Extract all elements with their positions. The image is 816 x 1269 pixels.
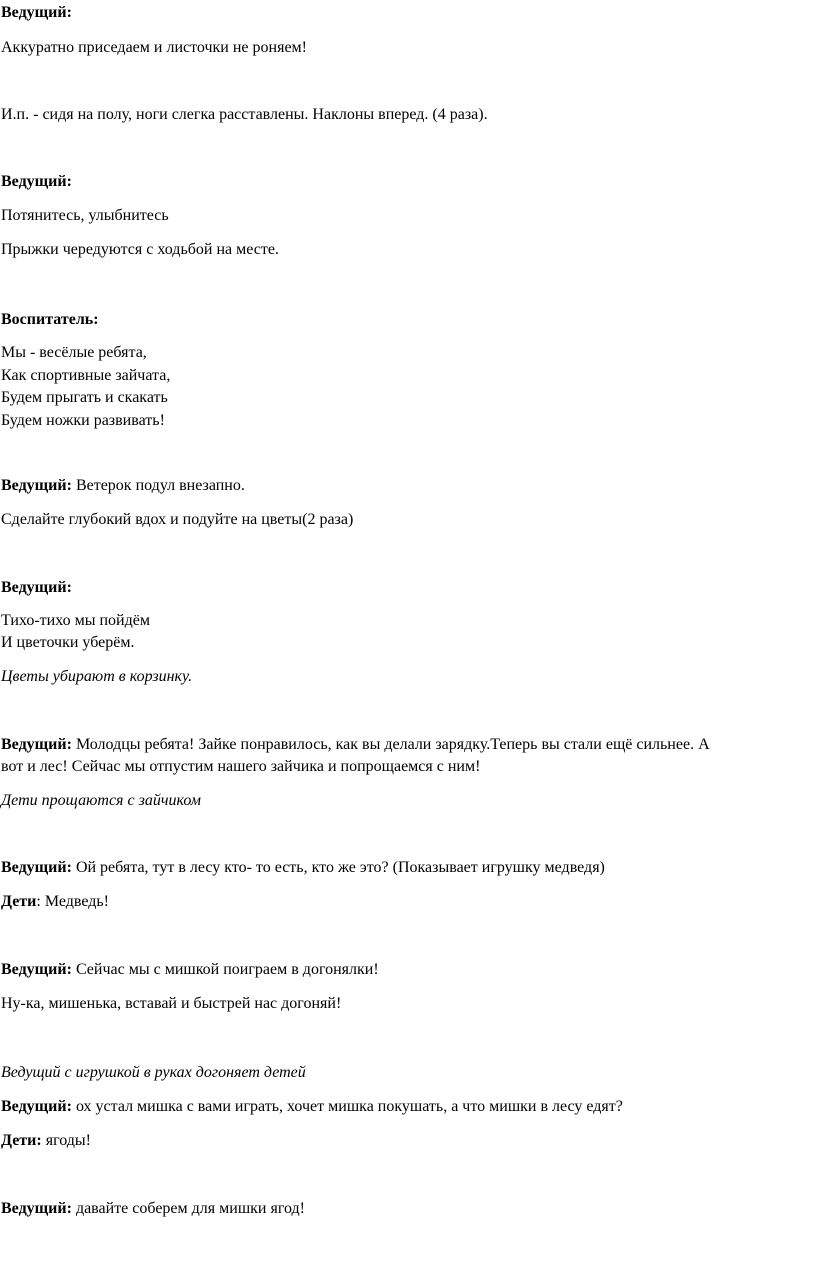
poem-line: Тихо-тихо мы пойдём [1, 612, 150, 629]
paragraph: Потянитесь, улыбнитесь [1, 207, 169, 224]
speaker-label: Ведущий: [1, 1098, 72, 1115]
stage-direction: Цветы убирают в корзинку. [1, 668, 193, 685]
dialogue-text: давайте соберем для мишки ягод! [71, 1200, 305, 1217]
dialogue-text: Молодцы ребята! Зайке понравилось, как вы делали зарядку.Теперь вы стали ещё сильнее. А [71, 736, 710, 753]
dialogue-text: Ветерок подул внезапно. [71, 477, 245, 494]
poem-line: Мы - весёлые ребята, [1, 344, 147, 361]
speaker-label: Ведущий: [1, 477, 72, 494]
dialogue-text: Ой ребята, тут в лесу кто- то есть, кто же это? (Показывает игрушку медведя) [71, 859, 605, 876]
dialogue-text: Сейчас мы с мишкой поиграем в догонялки! [71, 961, 379, 978]
speaker-label: Ведущий: [1, 4, 72, 21]
stage-direction: Дети прощаются с зайчиком [1, 792, 201, 809]
paragraph: Ну-ка, мишенька, вставай и быстрей нас догоняй! [1, 995, 342, 1012]
paragraph: вот и лес! Сейчас мы отпустим нашего зайчика и попрощаемся с ним! [1, 758, 481, 775]
dialogue-line [1, 1097, 623, 1117]
poem-line: Как спортивные зайчата, [1, 367, 171, 384]
poem-line: Будем ножки развивать! [1, 412, 165, 429]
speaker-label: Дети: [1, 1132, 42, 1149]
speaker-label: Воспитатель: [1, 311, 99, 328]
speaker-label: Дети [1, 893, 37, 910]
speaker-label: Ведущий: [1, 173, 72, 190]
poem-line: Будем прыгать и скакать [1, 389, 168, 406]
dialogue-line [1, 1131, 91, 1151]
dialogue-line [1, 858, 605, 878]
speaker-label: Ведущий: [1, 859, 72, 876]
speaker-label: Ведущий: [1, 736, 72, 753]
paragraph: Сделайте глубокий вдох и подуйте на цветы(2 раза) [1, 511, 354, 528]
paragraph: И.п. - сидя на полу, ноги слегка расставлены. Наклоны вперед. (4 раза). [1, 106, 488, 123]
dialogue-line [1, 960, 379, 980]
dialogue-line [1, 1199, 305, 1219]
paragraph: Прыжки чередуются с ходьбой на месте. [1, 241, 279, 258]
dialogue-text: ягоды! [41, 1132, 91, 1149]
poem-line: И цветочки уберём. [1, 634, 135, 651]
speaker-label: Ведущий: [1, 1200, 72, 1217]
dialogue-line [1, 476, 245, 496]
dialogue-text: : Медведь! [36, 893, 109, 910]
paragraph: Аккуратно приседаем и листочки не роняем! [1, 39, 307, 56]
dialogue-text: ох устал мишка с вами играть, хочет мишка покушать, а что мишки в лесу едят? [71, 1098, 623, 1115]
stage-direction: Ведущий с игрушкой в руках догоняет детей [1, 1064, 306, 1081]
dialogue-line [1, 892, 109, 912]
dialogue-line [1, 735, 710, 755]
speaker-label: Ведущий: [1, 961, 72, 978]
speaker-label: Ведущий: [1, 579, 72, 596]
